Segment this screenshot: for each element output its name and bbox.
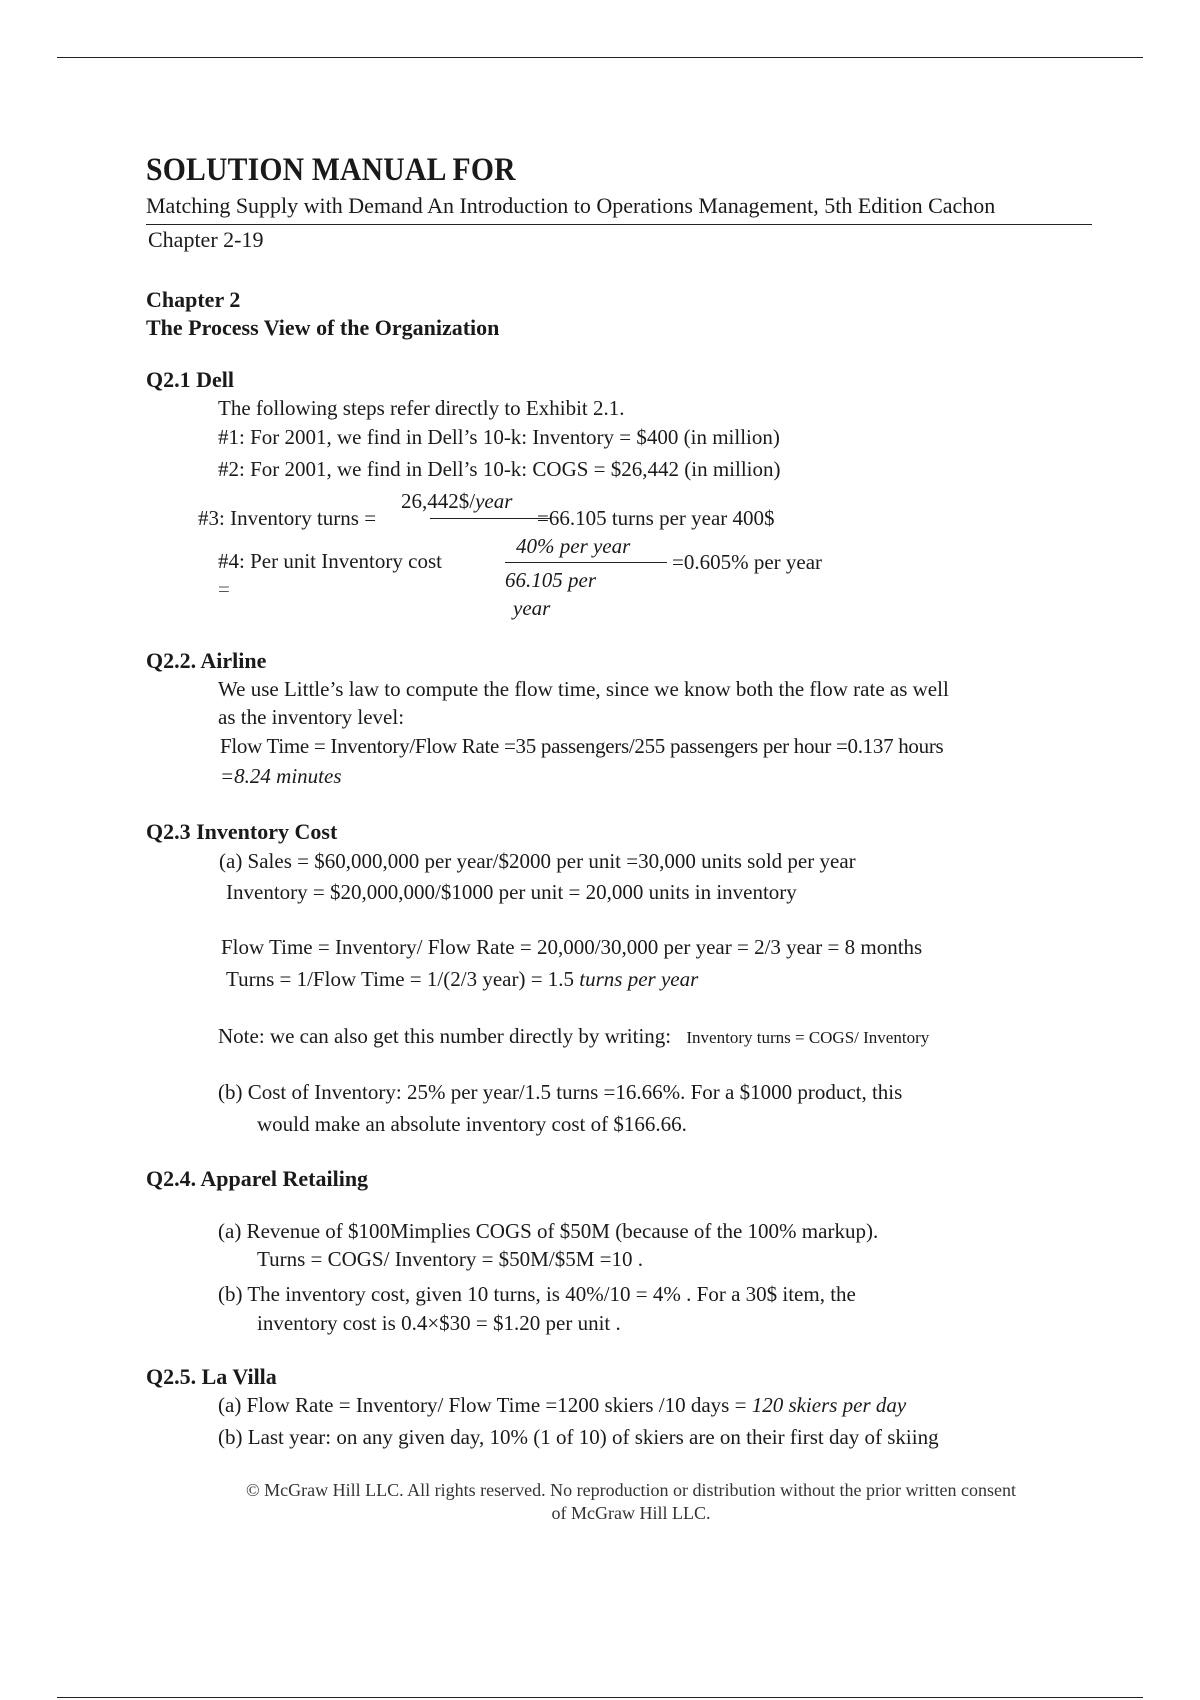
q21-step2: #2: For 2001, we find in Dell’s 10-k: COGS = $26,442 (in million) xyxy=(218,457,781,481)
q23-a2: Inventory = $20,000,000/$1000 per unit = 20,000 units in inventory xyxy=(226,880,797,904)
q24-b2: inventory cost is 0.4×$30 = $1.20 per unit . xyxy=(257,1311,621,1335)
q22-line3: Flow Time = Inventory/Flow Rate =35 passengers/255 passengers per hour =0.137 hours xyxy=(220,734,944,758)
document-title: SOLUTION MANUAL FOR xyxy=(146,152,516,188)
q23-heading: Q2.3 Inventory Cost xyxy=(146,819,338,844)
chapter-title: The Process View of the Organization xyxy=(146,315,500,340)
q21-intro: The following steps refer directly to Exhibit 2.1. xyxy=(218,396,625,420)
q24-b1: (b) The inventory cost, given 10 turns, is 40%/10 = 4% . For a 30$ item, the xyxy=(218,1282,856,1306)
q21-step3-numerator xyxy=(401,489,512,514)
q25-b1: (b) Last year: on any given day, 10% (1 of 10) of skiers are on their first day of skiing xyxy=(218,1425,939,1449)
q22-line2: as the inventory level: xyxy=(218,705,405,729)
q22-line4: =8.24 minutes xyxy=(220,764,342,788)
subtitle-rule xyxy=(146,224,1092,225)
q25-a-result: 120 skiers per day xyxy=(751,1393,907,1417)
q24-a2: Turns = COGS/ Inventory = $50M/$5M =10 . xyxy=(257,1247,643,1271)
copyright-line2: of McGraw Hill LLC. xyxy=(551,1503,711,1523)
q23-a1: (a) Sales = $60,000,000 per year/$2000 per unit =30,000 units sold per year xyxy=(219,849,856,873)
top-rule xyxy=(57,57,1143,58)
q21-step3-label: #3: Inventory turns = xyxy=(198,506,377,530)
q21-step4-denominator: 66.105 per xyxy=(505,568,596,592)
chapter-label: Chapter 2 xyxy=(146,287,241,312)
q21-heading: Q2.1 Dell xyxy=(146,367,234,392)
q22-heading: Q2.2. Airline xyxy=(146,648,267,673)
q22-line1: We use Little’s law to compute the flow time, since we know both the flow rate as well xyxy=(218,677,949,701)
q23-b2: would make an absolute inventory cost of $166.66. xyxy=(257,1112,687,1136)
q21-step4-result: =0.605% per year xyxy=(672,550,823,574)
q25-a-text: (a) Flow Rate = Inventory/ Flow Time =1200 skiers /10 days = xyxy=(218,1393,747,1417)
q21-step3-fraction-bar xyxy=(430,518,550,519)
q23-a3: Flow Time = Inventory/ Flow Rate = 20,000/30,000 per year = 2/3 year = 8 months xyxy=(221,935,923,959)
q21-step3-numerator-value: 26,442$/ xyxy=(401,489,476,513)
q25-a xyxy=(218,1393,906,1418)
q21-step1: #1: For 2001, we find in Dell’s 10-k: Inventory = $400 (in million) xyxy=(218,425,780,449)
q21-step4-label: #4: Per unit Inventory cost xyxy=(218,549,442,573)
q21-step3-result: =66.105 turns per year 400$ xyxy=(537,506,775,530)
copyright-line1: © McGraw Hill LLC. All rights reserved. No reproduction or distribution without the prior written consent xyxy=(245,1480,1017,1500)
q21-step4-denominator-unit: year xyxy=(513,596,551,620)
q25-heading: Q2.5. La Villa xyxy=(146,1364,277,1389)
q21-step4-equals: = xyxy=(218,577,230,601)
q23-note-text: Note: we can also get this number directly by writing: xyxy=(218,1024,672,1048)
q24-heading: Q2.4. Apparel Retailing xyxy=(146,1166,369,1191)
bottom-rule xyxy=(57,1697,1143,1698)
q21-step4-numerator: 40% per year xyxy=(516,534,631,558)
q21-step3-numerator-unit: year xyxy=(475,489,513,513)
q23-a4-unit: turns per year xyxy=(579,967,699,991)
chapter-range: Chapter 2-19 xyxy=(148,227,264,252)
q24-a1: (a) Revenue of $100Mimplies COGS of $50M (because of the 100% markup). xyxy=(218,1219,879,1243)
q23-b1: (b) Cost of Inventory: 25% per year/1.5 turns =16.66%. For a $1000 product, this xyxy=(218,1080,903,1104)
q23-a4 xyxy=(226,967,698,992)
q23-note-formula: Inventory turns = COGS/ Inventory xyxy=(686,1028,930,1047)
document-subtitle: Matching Supply with Demand An Introduction to Operations Management, 5th Edition Cachon xyxy=(146,193,996,218)
q23-note xyxy=(218,1024,929,1049)
q21-step4-fraction-bar xyxy=(505,562,667,563)
q23-a4-text: Turns = 1/Flow Time = 1/(2/3 year) = 1.5 xyxy=(226,967,575,991)
